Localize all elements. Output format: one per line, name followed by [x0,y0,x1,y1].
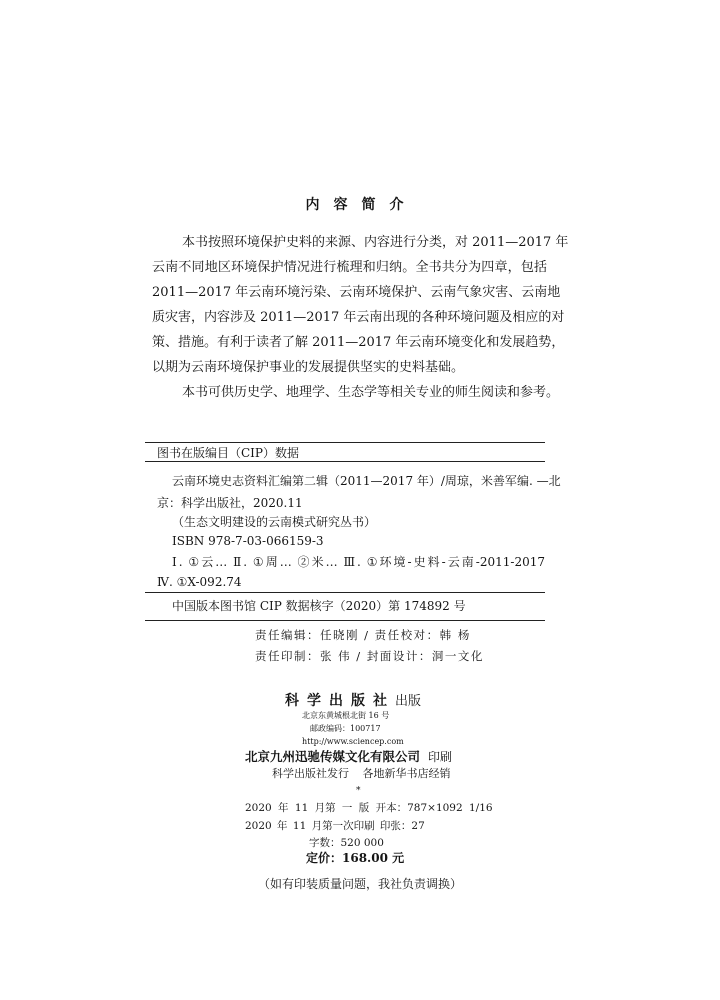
publisher-address: 北京东黄城根北街 16 号 [302,711,390,720]
cip-line: （生态文明建设的云南模式研究丛书） [172,515,377,529]
printer-role: 印刷 [428,750,453,764]
printer-name: 北京九州迅驰传媒文化有限公司 [245,749,421,764]
cip-record-rule [145,592,545,593]
printing-info: 2020 年 11 月第一次印刷 印张：27 [245,820,425,832]
cip-heading-rule [145,461,545,462]
cip-line: 云南环境史志资料汇编第二辑（2011—2017 年）/周琼，米善军编. —北 [172,474,561,488]
credits-editing: 责任编辑：任晓刚 / 责任校对：韩 杨 [255,628,471,642]
credits-production: 责任印制：张 伟 / 封面设计：洞一文化 [255,649,484,663]
distribution-info: 科学出版社发行 各地新华书店经销 [272,767,451,780]
publisher-website: http://www.sciencep.com [302,737,404,746]
publisher-postcode: 邮政编码：100717 [310,724,381,733]
summary-line: 2011—2017 年云南环境污染、云南环境保护、云南气象灾害、云南地 [152,285,561,300]
publisher-line [285,690,421,712]
publisher-role: 出版 [395,694,422,709]
summary-line: 本书按照环境保护史料的来源、内容进行分类，对 2011—2017 年 [182,235,569,250]
cip-record-number: 中国版本图书馆 CIP 数据核字（2020）第 174892 号 [172,599,466,613]
word-count: 字数：520 000 [309,837,384,849]
cip-line: 京：科学出版社，2020.11 [157,496,303,510]
separator-star: * [356,786,361,796]
cip-line: Ⅳ. ①X-092.74 [157,575,242,589]
summary-line: 策、措施。有利于读者了解 2011—2017 年云南环境变化和发展趋势， [152,335,565,350]
cip-heading: 图书在版编目（CIP）数据 [157,446,299,460]
summary-line: 云南不同地区环境保护情况进行梳理和归纳。全书共分为四章，包括 [152,260,547,275]
summary-body [152,230,569,405]
cip-line: Ⅰ. ①云… Ⅱ. ①周… ②米… Ⅲ. ①环境-史料-云南-2011-2017 [172,555,545,569]
edition-info: 2020 年 11 月第 一 版 开本：787×1092 1/16 [245,802,493,814]
printer-line [245,748,452,765]
publisher-name: 科学出版社 [285,693,395,709]
cip-isbn: ISBN 978-7-03-066159-3 [172,534,324,548]
summary-line: 以期为云南环境保护事业的发展提供坚实的史料基础。 [152,360,465,375]
cip-top-rule [145,442,545,443]
price: 定价：168.00 元 [306,851,405,865]
quality-notice: （如有印装质量问题，我社负责调换） [258,877,463,891]
summary-title: 内容简介 [305,197,418,213]
summary-line: 本书可供历史学、地理学、生态学等相关专业的师生阅读和参考。 [182,385,560,400]
summary-line: 质灾害，内容涉及 2011—2017 年云南出现的各种环境问题及相应的对 [152,310,565,325]
cip-bottom-rule [145,620,545,621]
